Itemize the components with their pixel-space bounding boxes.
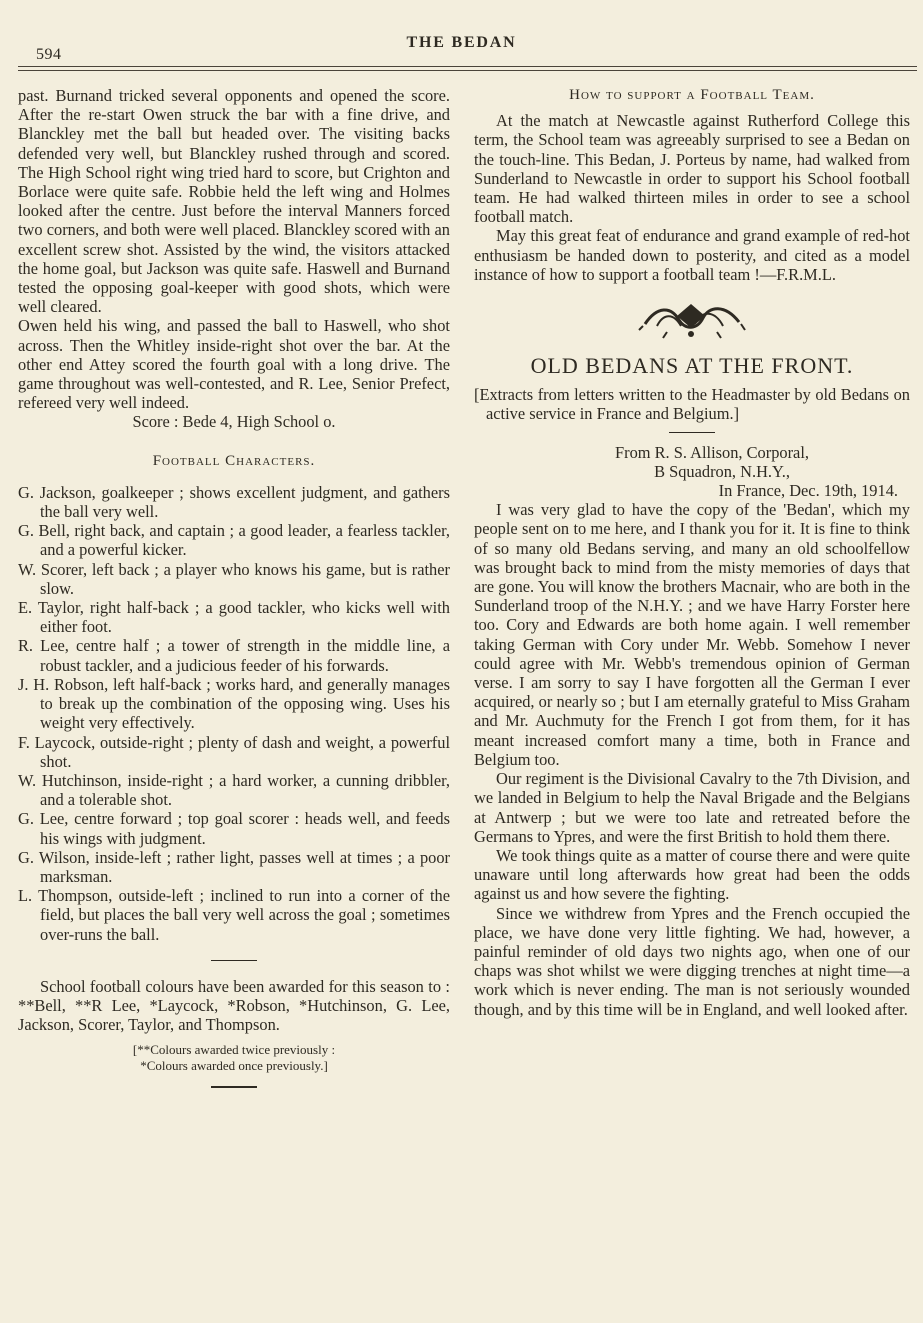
colours-footnote: [18, 1042, 450, 1074]
footnote-line: *Colours awarded once previously.]: [140, 1058, 328, 1074]
end-divider: [211, 1086, 257, 1088]
letter-paragraph: We took things quite as a matter of course there and were quite unaware until long afterwards how great had been the odds against us and how severe the fighting.: [474, 845, 910, 904]
page-number: 594: [36, 46, 62, 63]
match-report-paragraph: Owen held his wing, and passed the ball to Haswell, who shot across. Then the Whitley inside-right shot over the bar. At the other end Attey scored the fourth goal with a long drive. The game throughout was well-contested, and R. Lee, Senior Prefect, refereed very well indeed.: [18, 316, 450, 413]
right-column: [474, 86, 910, 1019]
header-rule-thick: [18, 66, 917, 67]
letter-paragraph: Since we withdrew from Ypres and the French occupied the place, we have done very little fighting. We had, however, a painful reminder of old days two nights ago, when one of our chaps was shot whilst we were digging trenches at night time—a work which is never ending. The man is not seriously wounded though, and by this time will be in England, and well looked after.: [474, 903, 910, 1019]
old-bedans-heading: OLD BEDANS AT THE FRONT.: [530, 353, 854, 379]
header-rule-thin: [18, 70, 917, 71]
section-divider: [211, 960, 257, 961]
football-characters-heading: Football Characters.: [152, 452, 316, 469]
letter-paragraph: I was very glad to have the copy of the 'Bedan', which my people sent on to me here, and I thank you for it. It is fine to think of so many old Bedans serving, and many an old schoolfellow was brought back to mind from the misty memories of days that are gone. You will know the brothers Macnair, who are both in the Sunderland troop of the N.H.Y. ; and we have Harry Forster here too. Cory and Edwards are both home again. I well remember taking German with Cory under Mr. Webb. Somehow I never could agree with Mr. Webb's tremendous opinion of German verse. I am sorry to say I have forgotten all the German I ever acquired, or nearly so ; but I am eternally grateful to Miss Graham and Mr. Auchmuty for the French I got from them, for it has meant increased comfort many a time, both in France and Belgium too.: [474, 500, 910, 769]
match-report-paragraph: past. Burnand tricked several opponents and opened the score. After the re-start Owen struck the bar with a fine drive, and Blanckley met the ball but headed over. The visiting backs defended very well, but Blanckley rushed through and scored. The High School right wing tried hard to score, but Crighton and Borlace were quite safe. Robbie held the left wing and Holmes looked after the centre. Just before the interval Manners forced two corners, and both were well placed. Blanckley scored with an excellent screw shot. Assisted by the wind, the visitors attacked the home goal, but Jackson was quite safe. Haswell and Burnand tested the opposing goal-keeper with good shots, which were well cleared.: [18, 86, 450, 317]
support-paragraph: May this great feat of endurance and grand example of red-hot enthusiasm be handed down to posterity, and cited as a model instance of how to support a football team !—F.R.M.L.: [474, 226, 910, 284]
list-item: W. Scorer, left back ; a player who knows his game, but is rather slow.: [18, 559, 450, 598]
letter-sender-block: [474, 443, 910, 501]
match-score: Score : Bede 4, High School o.: [132, 412, 336, 432]
list-item: G. Wilson, inside-left ; rather light, passes well at times ; a poor marksman.: [18, 847, 450, 886]
list-item: R. Lee, centre half ; a tower of strength in the middle line, a robust tackler, and a judicious feeder of his forwards.: [18, 636, 450, 675]
running-title: THE BEDAN: [406, 34, 517, 51]
section-divider: [669, 432, 715, 433]
page-header: [0, 30, 923, 64]
support-paragraph: At the match at Newcastle against Rutherford College this term, the School team was agreeably surprised to see a Bedan on the touch-line. This Bedan, J. Porteus by name, had walked from Sunderland to Newcastle in order to support his School football team. He had walked thirteen miles in order to see a school football match.: [474, 111, 910, 227]
list-item: J. H. Robson, left half-back ; works hard, and generally manages to break up the combination of the opposing wing. Uses his weight very effectively.: [18, 674, 450, 733]
colours-award-paragraph: School football colours have been awarded for this season to : **Bell, **R Lee, *Laycock, *Robson, *Hutchinson, G. Lee, Jackson, Scorer, Taylor, and Thompson.: [18, 976, 450, 1035]
letter-paragraph: Our regiment is the Divisional Cavalry to the 7th Division, and we landed in Belgium to help the Naval Brigade and the Belgians at Antwerp ; but we were too late and retreated before the Germans to Ypres, and were the first British to hold them there.: [474, 769, 910, 846]
list-item: L. Thompson, outside-left ; inclined to run into a corner of the field, but places the ball very well across the goal ; sometimes over-runs the ball.: [18, 886, 450, 944]
support-team-heading: How to support a Football Team.: [569, 87, 815, 103]
list-item: G. Bell, right back, and captain ; a good leader, a fearless tackler, and a powerful kicker.: [18, 521, 450, 560]
football-characters-list: [18, 483, 450, 944]
footnote-line: [**Colours awarded twice previously :: [132, 1042, 336, 1058]
list-item: G. Jackson, goalkeeper ; shows excellent judgment, and gathers the ball very well.: [18, 482, 450, 522]
list-item: E. Taylor, right half-back ; a good tackler, who kicks well with either foot.: [18, 598, 450, 637]
list-item: F. Laycock, outside-right ; plenty of dash and weight, a powerful shot.: [18, 732, 450, 771]
letter-date: In France, Dec. 19th, 1914.: [718, 481, 898, 501]
list-item: W. Hutchinson, inside-right ; a hard worker, a cunning dribbler, and a tolerable shot.: [18, 770, 450, 810]
ornament-flourish-icon: [474, 296, 910, 346]
list-item: G. Lee, centre forward ; top goal scorer : heads well, and feeds his wings with judgment.: [18, 809, 450, 848]
sender-unit: B Squadron, N.H.Y.,: [654, 461, 790, 481]
extracts-note: [Extracts from letters written to the Headmaster by old Bedans on active service in France and Belgium.]: [474, 385, 910, 424]
left-column: [18, 86, 450, 1104]
sender-name: From R. S. Allison, Corporal,: [615, 442, 809, 462]
